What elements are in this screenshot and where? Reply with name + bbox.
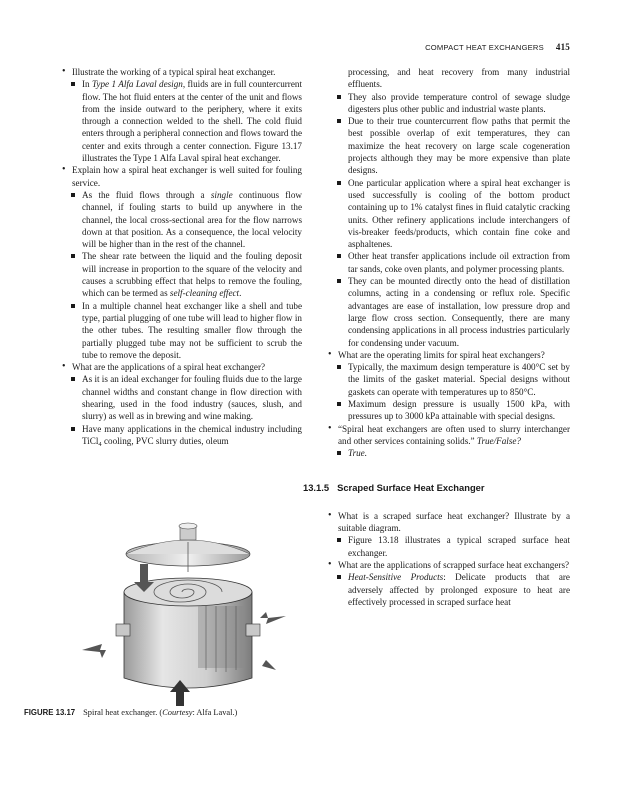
- answer: Heat-Sensitive Products: Delicate products that are adversely affected by prolonged exposure to heat are effectively processed in scraped surface heat: [328, 571, 570, 608]
- right-column: [303, 66, 570, 608]
- answer: As the fluid flows through a single continuous flow channel, if fouling starts to build up anywhere in the channel, the local cross-sectional area for the flow narrows down at that position. As a consequence, the local velocity will be higher than in the rest of the channel.: [62, 189, 302, 250]
- answer: Typically, the maximum design temperature is 400°C set by the limits of the gasket material. Special designs without gaskets can operate with temperatures up to 850°C.: [328, 361, 570, 398]
- answer: As it is an ideal exchanger for fouling fluids due to the large channel widths and constant change in flow direction with shearing, used in the food industry (sauces, slush, and slurry) as well as in brewing and wine making.: [62, 373, 302, 422]
- question: • Explain how a spiral heat exchanger is well suited for fouling service.: [62, 164, 302, 189]
- question: • Illustrate the working of a typical spiral heat exchanger.: [62, 66, 302, 78]
- answer: One particular application where a spiral heat exchanger is used successfully is cooling of the bottom product containing up to 1% catalyst fines in fluid catalytic cracking units. Other refinery applications include interchangers of vis-breaker feeds/products, which contain fine coke and asphaltenes.: [328, 177, 570, 251]
- question: • “Spiral heat exchangers are often used to slurry interchanger and other services containing solids.” True/False?: [328, 423, 570, 448]
- question: • What are the applications of a spiral heat exchanger?: [62, 361, 302, 373]
- answer: In a multiple channel heat exchanger like a shell and tube type, partial plugging of one tube will lead to higher flow in the other tubes. The resulting smaller flow through the partially plugged tube may not be sufficient to scrub the tube to remove the deposit.: [62, 300, 302, 361]
- question: • What are the operating limits for spiral heat exchangers?: [328, 349, 570, 361]
- page-header: [425, 42, 570, 52]
- answer: They can be mounted directly onto the head of distillation columns, acting in a condensing or reflux role. Specific advantages are ease of installation, low pressure drop and large flow cross section. Consequently, there are many condensing applications in all process industries particularly for condensing under vacuum.: [328, 275, 570, 349]
- answer: The shear rate between the liquid and the fouling deposit will increase in proportion to the square of the velocity and causes a scrubbing effect that helps to remove the fouling, which can be termed as self-cleaning effect.: [62, 250, 302, 299]
- answer: Figure 13.18 illustrates a typical scraped surface heat exchanger.: [328, 534, 570, 559]
- answer: True.: [328, 447, 570, 459]
- question: • What is a scraped surface heat exchanger? Illustrate by a suitable diagram.: [328, 510, 570, 535]
- answer: Due to their true countercurrent flow paths that permit the best possible overlap of exit temperatures, they can maximize the heat recovery on large scale cogeneration projects although they may be more expensive than plate designs.: [328, 115, 570, 176]
- running-head: COMPACT HEAT EXCHANGERS: [425, 43, 544, 52]
- answer: Maximum design pressure is usually 1500 kPa, with pressures up to 3000 kPa attainable with special designs.: [328, 398, 570, 423]
- question: • What are the applications of scrapped surface heat exchangers?: [328, 559, 570, 571]
- section-heading: 13.1.5 Scraped Surface Heat Exchanger: [303, 481, 485, 493]
- left-column: [62, 66, 302, 451]
- answer: Other heat transfer applications include oil extraction from tar sands, coke oven plants, and polymer processing plants.: [328, 250, 570, 275]
- continued-text: processing, and heat recovery from many industrial effluents.: [348, 67, 570, 90]
- spiral-heat-exchanger-figure: [76, 520, 296, 706]
- figure-label: FIGURE 13.17: [24, 708, 76, 717]
- answer: They also provide temperature control of sewage sludge digesters plus other public and industrial waste plants.: [328, 91, 570, 116]
- page-number: 415: [555, 42, 570, 52]
- answer: In Type 1 Alfa Laval design, fluids are in full countercurrent flow. The hot fluid enters at the center of the unit and flows from the inside outward to the periphery, where it exits through a connection welded to the shell. The cold fluid enters through a peripheral connection and flows toward the center and exits through a center connection. Figure 13.17 illustrates the Type 1 Alfa Laval spiral heat exchanger.: [62, 78, 302, 164]
- figure-caption: FIGURE 13.17 Spiral heat exchanger. (Courtesy: Alfa Laval.): [24, 708, 238, 717]
- answer: Have many applications in the chemical industry including TiCl$_4$ cooling, PVC slurry duties, oleum: [62, 423, 302, 452]
